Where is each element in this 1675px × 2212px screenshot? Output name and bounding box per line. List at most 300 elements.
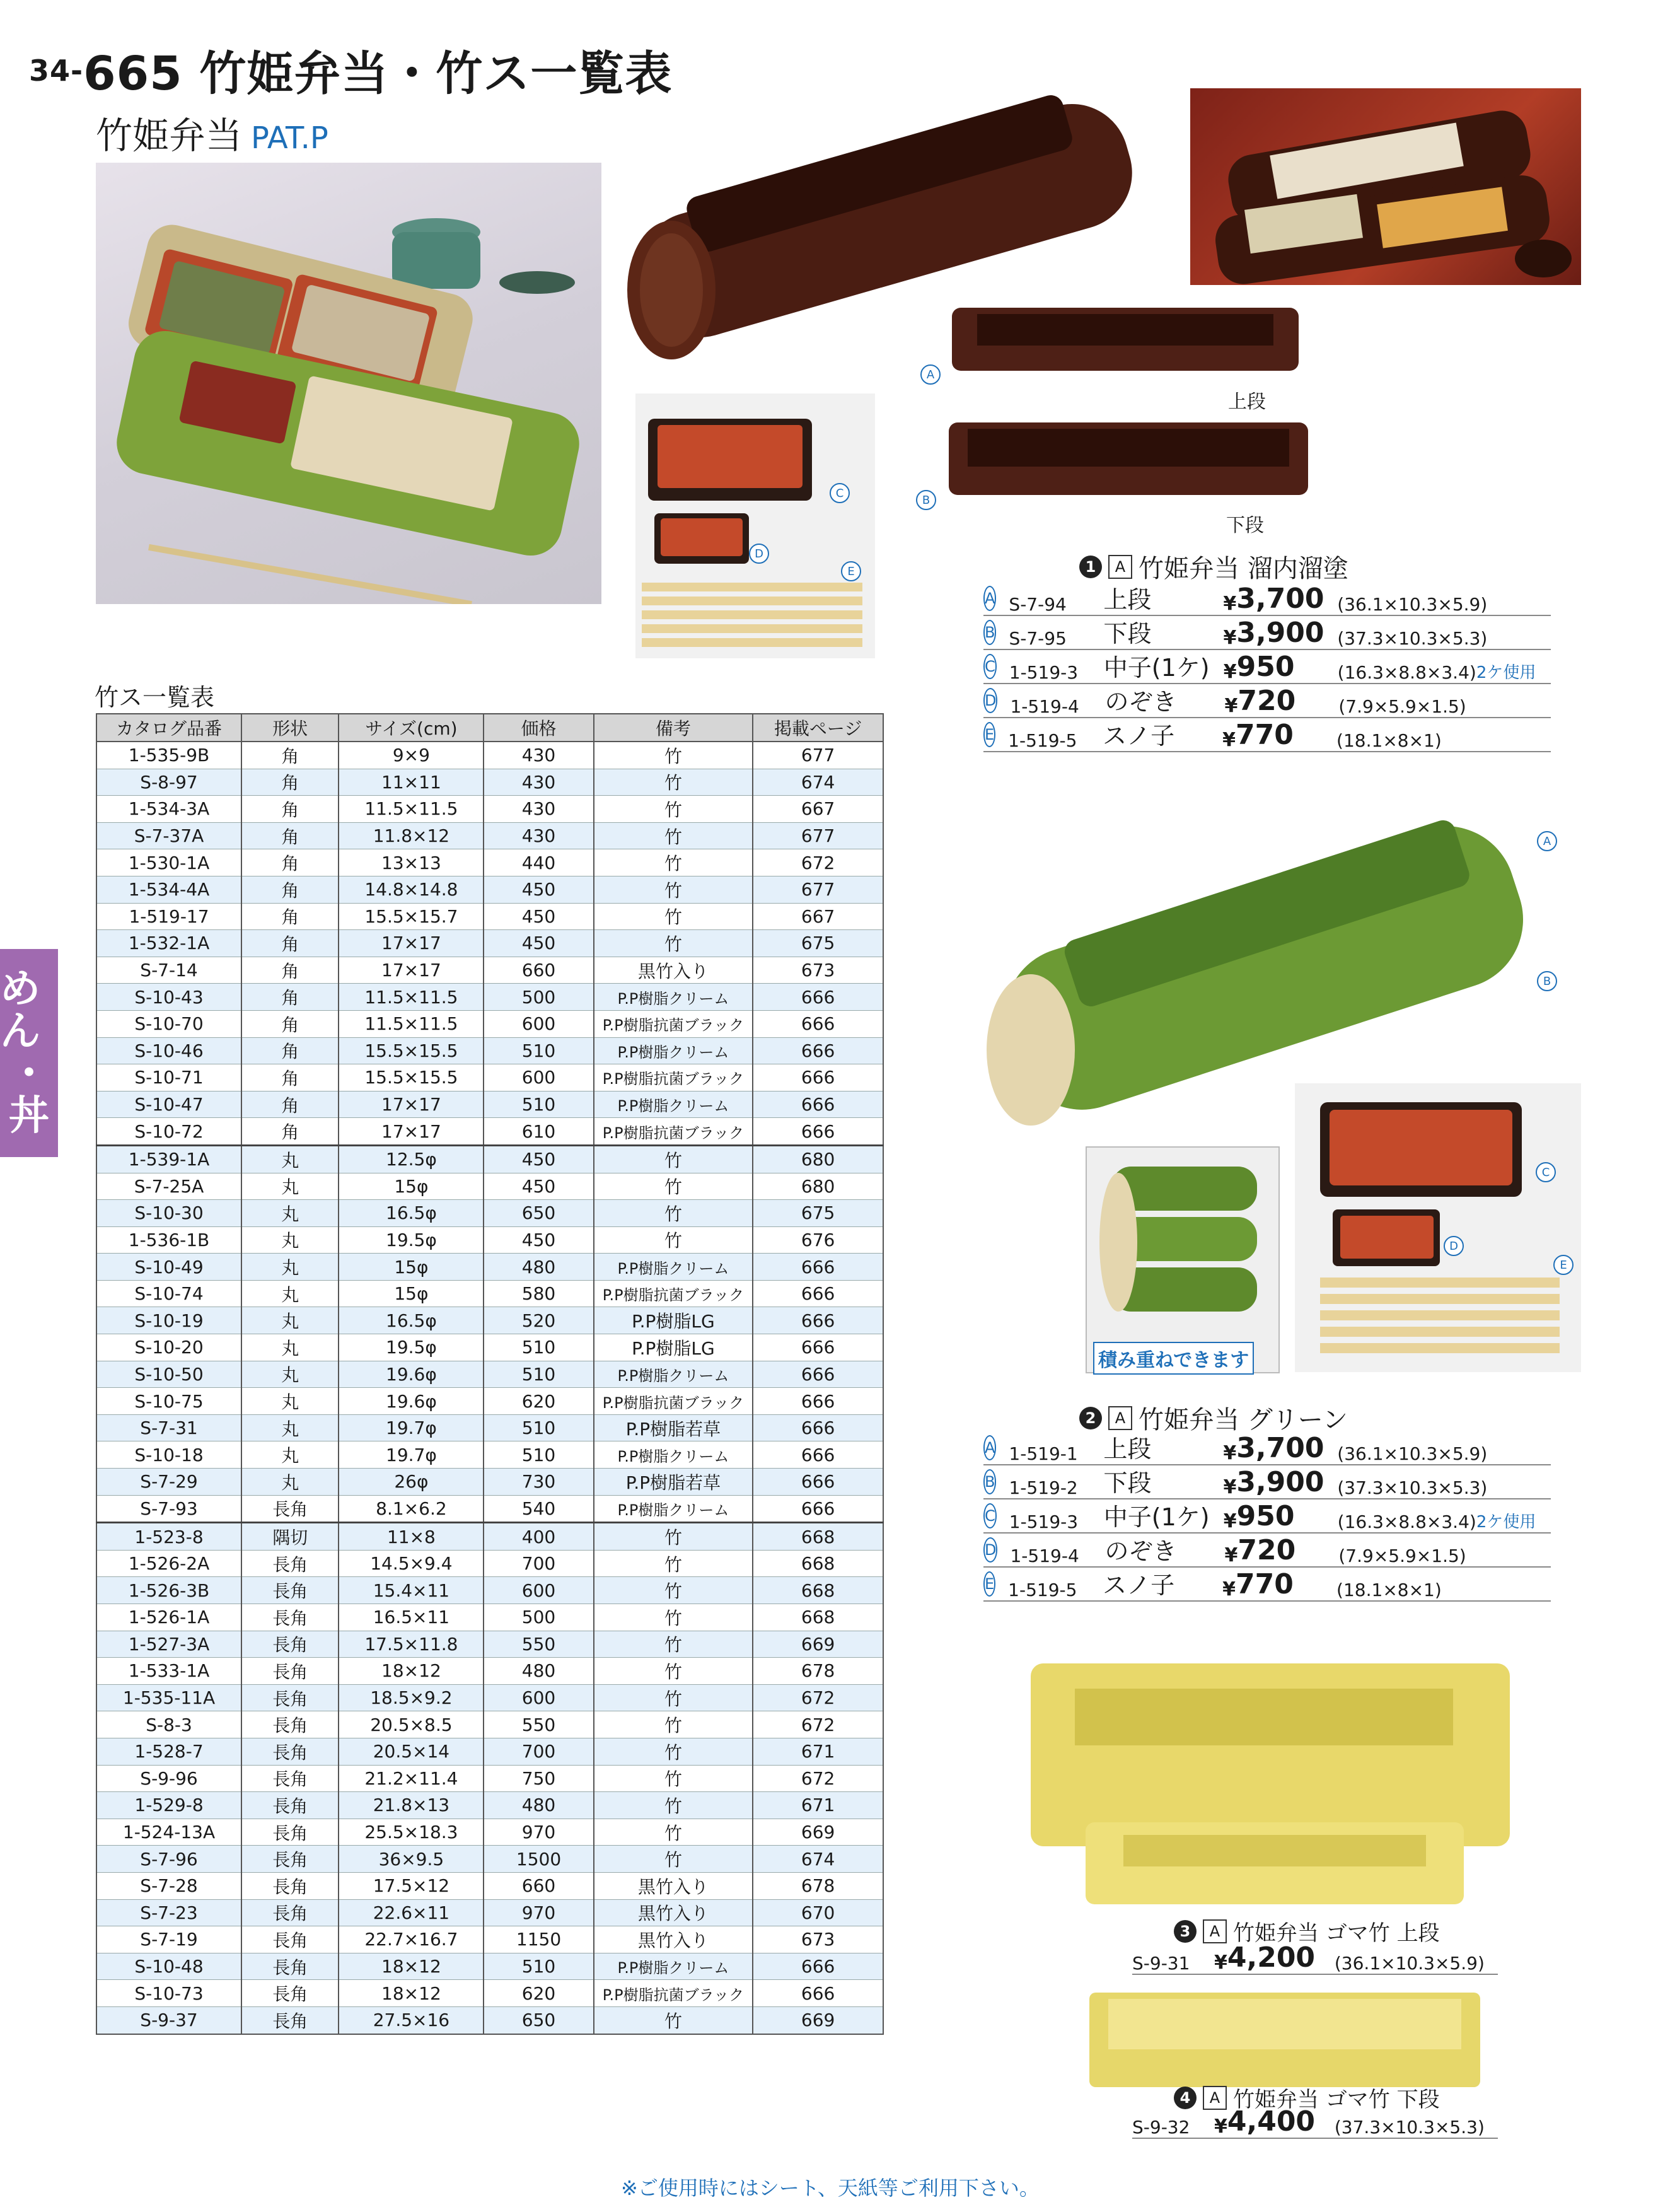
brown-serving-photo	[1190, 88, 1581, 285]
table-row	[96, 1469, 883, 1496]
table-cell: 666	[753, 1037, 883, 1064]
table-cell: S-10-75	[96, 1388, 241, 1415]
table-cell: 20.5×8.5	[339, 1711, 484, 1738]
table-cell: 丸	[241, 1200, 339, 1227]
table-cell: S-10-30	[96, 1200, 241, 1227]
table-cell: 678	[753, 1658, 883, 1685]
table-cell: 677	[753, 876, 883, 903]
table-row	[96, 849, 883, 876]
table-cell: 670	[753, 1899, 883, 1926]
table-header-row	[96, 714, 883, 742]
product1-title	[1079, 549, 1348, 585]
table-cell: 竹	[594, 1658, 753, 1685]
table-cell: 竹	[594, 1738, 753, 1765]
table-cell: 680	[753, 1145, 883, 1173]
table-cell: P.P樹脂若草	[594, 1469, 753, 1496]
table-cell: 750	[484, 1765, 593, 1792]
table-cell: 1-526-3B	[96, 1577, 241, 1604]
lower-tier-shape	[949, 416, 1308, 498]
table-cell: 竹	[594, 1173, 753, 1200]
table-row	[96, 1658, 883, 1685]
table-cell: 長角	[241, 1711, 339, 1738]
item-code: 1-519-2	[1009, 1477, 1078, 1498]
table-cell: 540	[484, 1495, 593, 1523]
product4-price-row	[1132, 2106, 1498, 2139]
table-cell: 竹	[594, 1550, 753, 1577]
table-cell: 668	[753, 1550, 883, 1577]
side-tab-line1: めん	[0, 965, 40, 1055]
table-cell: 丸	[241, 1469, 339, 1496]
table-cell: 1-527-3A	[96, 1631, 241, 1658]
green-mark-c: C	[1536, 1162, 1556, 1182]
item-price: 3,900	[1236, 1466, 1324, 1498]
stacked-bento-illustration	[1087, 1148, 1278, 1337]
item-price: 770	[1236, 719, 1294, 751]
table-cell: 角	[241, 1091, 339, 1118]
table-row	[96, 1550, 883, 1577]
table-cell: 長角	[241, 1792, 339, 1819]
table-cell: 675	[753, 930, 883, 957]
brown-mark-e: E	[841, 561, 861, 581]
table-cell: 667	[753, 796, 883, 823]
mark-circle: A	[983, 1435, 996, 1460]
table-cell: 1500	[484, 1846, 593, 1873]
table-cell: 18×12	[339, 1953, 484, 1980]
table-cell: 竹	[594, 903, 753, 930]
table-cell: 430	[484, 822, 593, 849]
table-cell: 丸	[241, 1280, 339, 1307]
table-cell: 11.5×11.5	[339, 796, 484, 823]
mark-circle: D	[983, 688, 997, 713]
upper-tier-label: 上段	[1228, 391, 1266, 413]
table-cell: S-7-23	[96, 1899, 241, 1926]
mark-circle: A	[983, 586, 996, 611]
table-cell: 1-532-1A	[96, 930, 241, 957]
category-side-tab	[0, 949, 58, 1157]
product4-price: 4,400	[1227, 2105, 1316, 2138]
table-cell: 666	[753, 1441, 883, 1469]
table-cell: S-9-37	[96, 2006, 241, 2034]
table-row	[96, 1145, 883, 1173]
table-cell: S-10-70	[96, 1010, 241, 1037]
table-cell: S-10-19	[96, 1307, 241, 1334]
table-cell: 竹	[594, 1200, 753, 1227]
table-cell: 長角	[241, 1980, 339, 2007]
table-cell: 長角	[241, 1765, 339, 1792]
table-cell: 666	[753, 1254, 883, 1281]
table-row	[96, 984, 883, 1011]
table-cell: 隅切	[241, 1523, 339, 1551]
table-cell: 430	[484, 769, 593, 796]
item-price: 3,700	[1236, 583, 1324, 615]
table-cell: 竹	[594, 1631, 753, 1658]
brown-lower-tier	[949, 416, 1308, 498]
table-cell: 14.8×14.8	[339, 876, 484, 903]
serving-scene-illustration	[1190, 88, 1581, 285]
table-cell: 竹	[594, 1523, 753, 1551]
table-cell: 668	[753, 1523, 883, 1551]
item-name: スノ子	[1103, 722, 1175, 750]
table-cell: 丸	[241, 1226, 339, 1254]
table-cell: 17×17	[339, 1091, 484, 1118]
table-cell: P.P樹脂抗菌ブラック	[594, 1280, 753, 1307]
table-cell: 19.5φ	[339, 1226, 484, 1254]
table-cell: 666	[753, 1361, 883, 1388]
table-cell: 21.8×13	[339, 1792, 484, 1819]
table-cell: 15.5×15.5	[339, 1064, 484, 1091]
table-cell: 600	[484, 1064, 593, 1091]
table-cell: 550	[484, 1631, 593, 1658]
table-cell: P.P樹脂クリーム	[594, 1441, 753, 1469]
page-heading: 竹姫弁当・竹ス一覧表	[199, 47, 673, 101]
table-cell: 36×9.5	[339, 1846, 484, 1873]
item-name: 上段	[1103, 586, 1152, 614]
table-cell: S-7-19	[96, 1926, 241, 1953]
table-cell: 1-539-1A	[96, 1145, 241, 1173]
table-cell: 480	[484, 1658, 593, 1685]
table-cell: 14.5×9.4	[339, 1550, 484, 1577]
table-cell: 672	[753, 849, 883, 876]
table-cell: 673	[753, 957, 883, 984]
price-row	[983, 617, 1551, 650]
table-cell: P.P樹脂クリーム	[594, 1495, 753, 1523]
table-cell: 510	[484, 1091, 593, 1118]
table-cell: 1-534-4A	[96, 876, 241, 903]
table-cell: 黒竹入り	[594, 957, 753, 984]
table-cell: 675	[753, 1200, 883, 1227]
table-cell: 666	[753, 1980, 883, 2007]
table-row	[96, 1361, 883, 1388]
table-column-header: 価格	[484, 714, 593, 742]
mark-circle: E	[983, 1571, 995, 1597]
table-row	[96, 1226, 883, 1254]
table-cell: P.P樹脂クリーム	[594, 1091, 753, 1118]
table-cell: 19.6φ	[339, 1361, 484, 1388]
table-cell: 1-535-11A	[96, 1684, 241, 1711]
item-dimensions: (16.3×8.8×3.4)	[1337, 662, 1476, 683]
table-cell: 角	[241, 1010, 339, 1037]
table-cell: 黒竹入り	[594, 1926, 753, 1953]
yen-sign: ¥	[1222, 729, 1236, 751]
table-cell: 竹	[594, 742, 753, 769]
table-cell: 650	[484, 2006, 593, 2034]
table-cell: P.P樹脂クリーム	[594, 1037, 753, 1064]
table-cell: 1-534-3A	[96, 796, 241, 823]
table-cell: 480	[484, 1254, 593, 1281]
yen-sign: ¥	[1223, 661, 1237, 683]
table-column-header: 備考	[594, 714, 753, 742]
table-row	[96, 1980, 883, 2007]
table-cell: 671	[753, 1792, 883, 1819]
table-cell: 450	[484, 1173, 593, 1200]
product1-name: 竹姫弁当 溜内溜塗	[1139, 554, 1348, 583]
table-cell: 8.1×6.2	[339, 1495, 484, 1523]
table-cell: 666	[753, 1064, 883, 1091]
table-row	[96, 1953, 883, 1980]
table-cell: 1-529-8	[96, 1792, 241, 1819]
table-cell: 440	[484, 849, 593, 876]
table-row	[96, 876, 883, 903]
table-cell: S-10-49	[96, 1254, 241, 1281]
brown-mark-a: A	[920, 364, 941, 385]
table-row	[96, 1280, 883, 1307]
table-cell: 角	[241, 1118, 339, 1146]
table-cell: 666	[753, 1334, 883, 1361]
table-cell: 竹	[594, 849, 753, 876]
table-cell: 角	[241, 742, 339, 769]
table-cell: 677	[753, 742, 883, 769]
table-cell: 角	[241, 1037, 339, 1064]
table-cell: S-10-73	[96, 1980, 241, 2007]
table-cell: 15.4×11	[339, 1577, 484, 1604]
item-name: 上段	[1103, 1435, 1152, 1463]
table-cell: 671	[753, 1738, 883, 1765]
product2-number: 2	[1079, 1407, 1102, 1429]
table-row	[96, 1441, 883, 1469]
price-row	[983, 1501, 1551, 1534]
table-row	[96, 1872, 883, 1899]
table-cell: 長角	[241, 1953, 339, 1980]
green-accessories	[1295, 1083, 1581, 1372]
table-cell: S-7-37A	[96, 822, 241, 849]
price-row	[983, 1535, 1551, 1568]
table-row	[96, 1254, 883, 1281]
table-cell: 1-530-1A	[96, 849, 241, 876]
table-cell: 676	[753, 1226, 883, 1254]
table-cell: S-10-43	[96, 984, 241, 1011]
table-cell: 450	[484, 876, 593, 903]
table-cell: 21.2×11.4	[339, 1765, 484, 1792]
table-cell: 竹	[594, 1765, 753, 1792]
table-cell: 角	[241, 796, 339, 823]
table-cell: 666	[753, 1118, 883, 1146]
item-code: 1-519-4	[1010, 696, 1079, 717]
table-cell: P.P樹脂LG	[594, 1307, 753, 1334]
table-cell: 677	[753, 822, 883, 849]
table-cell: 580	[484, 1280, 593, 1307]
item-name: スノ子	[1103, 1571, 1175, 1599]
green-mark-d: D	[1444, 1236, 1464, 1256]
table-cell: 550	[484, 1711, 593, 1738]
table-cell: 666	[753, 1469, 883, 1496]
table-row	[96, 1200, 883, 1227]
table-cell: 600	[484, 1684, 593, 1711]
table-cell: 1-535-9B	[96, 742, 241, 769]
goma-lower-photo	[1089, 1986, 1480, 2093]
table-row	[96, 1684, 883, 1711]
table-row	[96, 903, 883, 930]
item-dimensions: (16.3×8.8×3.4)	[1337, 1511, 1476, 1532]
yen-sign: ¥	[1224, 695, 1238, 717]
table-cell: 長角	[241, 1872, 339, 1899]
item-price: 3,700	[1236, 1432, 1324, 1464]
table-cell: 長角	[241, 1631, 339, 1658]
table-cell: 竹	[594, 1684, 753, 1711]
table-cell: 19.5φ	[339, 1334, 484, 1361]
table-cell: 510	[484, 1361, 593, 1388]
table-cell: S-7-28	[96, 1872, 241, 1899]
item-price: 3,900	[1236, 617, 1324, 649]
item-code: S-7-94	[1009, 594, 1067, 615]
table-cell: 竹	[594, 1226, 753, 1254]
table-cell: S-7-93	[96, 1495, 241, 1523]
table-row	[96, 1765, 883, 1792]
table-cell: 26φ	[339, 1469, 484, 1496]
table-cell: 15φ	[339, 1280, 484, 1307]
table-cell: 666	[753, 1388, 883, 1415]
table-cell: 角	[241, 849, 339, 876]
item-code: S-7-95	[1009, 628, 1067, 649]
table-cell: P.P樹脂クリーム	[594, 1361, 753, 1388]
table-row	[96, 1173, 883, 1200]
item-dimensions: (18.1×8×1)	[1336, 1580, 1442, 1600]
table-cell: P.P樹脂抗菌ブラック	[594, 1010, 753, 1037]
table-cell: 666	[753, 1414, 883, 1441]
page-prefix: 34-	[29, 54, 84, 88]
table-cell: 11×11	[339, 769, 484, 796]
table-row	[96, 1495, 883, 1523]
item-name: 下段	[1103, 1469, 1152, 1497]
table-row	[96, 1604, 883, 1631]
table-column-header: カタログ品番	[96, 714, 241, 742]
item-name: のぞき	[1104, 688, 1177, 716]
table-cell: 669	[753, 1819, 883, 1846]
product3-dims: (36.1×10.3×5.9)	[1334, 1953, 1485, 1974]
table-cell: 1150	[484, 1926, 593, 1953]
table-row	[96, 1334, 883, 1361]
table-cell: 510	[484, 1037, 593, 1064]
item-code: 1-519-4	[1010, 1545, 1079, 1566]
subheading-label: 竹姫弁当	[96, 114, 243, 157]
table-cell: 丸	[241, 1254, 339, 1281]
table-cell: 17×17	[339, 1118, 484, 1146]
table-row	[96, 1738, 883, 1765]
table-cell: 674	[753, 1846, 883, 1873]
bamboo-bento-illustration	[96, 163, 601, 604]
product4-yen: ¥	[1214, 2116, 1227, 2138]
table-cell: 669	[753, 2006, 883, 2034]
table-cell: 680	[753, 1173, 883, 1200]
yen-sign: ¥	[1223, 627, 1237, 649]
item-price: 720	[1237, 1534, 1296, 1566]
table-cell: S-10-48	[96, 1953, 241, 1980]
table-row	[96, 1926, 883, 1953]
product2-name: 竹姫弁当 グリーン	[1139, 1406, 1348, 1435]
table-cell: 430	[484, 742, 593, 769]
table-cell: 678	[753, 1872, 883, 1899]
table-row	[96, 1846, 883, 1873]
item-name: 下段	[1103, 620, 1152, 648]
item-code: 1-519-5	[1008, 730, 1077, 751]
product3-price-row	[1132, 1942, 1498, 1975]
table-cell: S-7-29	[96, 1469, 241, 1496]
table-cell: 角	[241, 903, 339, 930]
table-cell: 角	[241, 769, 339, 796]
green-mark-a: A	[1537, 831, 1557, 851]
table-cell: 1-519-17	[96, 903, 241, 930]
item-price: 950	[1236, 1500, 1295, 1532]
table-cell: 竹	[594, 1792, 753, 1819]
table-cell: 丸	[241, 1361, 339, 1388]
table-cell: 667	[753, 903, 883, 930]
table-cell: P.P樹脂抗菌ブラック	[594, 1064, 753, 1091]
mark-circle: C	[983, 1503, 997, 1528]
brown-upper-tier	[952, 295, 1299, 374]
table-cell: 18×12	[339, 1658, 484, 1685]
table-cell: S-8-97	[96, 769, 241, 796]
table-cell: 669	[753, 1631, 883, 1658]
table-cell: 500	[484, 984, 593, 1011]
table-cell: 15φ	[339, 1173, 484, 1200]
stacking-note: 積み重ねできます	[1093, 1342, 1254, 1375]
table-cell: 450	[484, 1145, 593, 1173]
table-cell: S-10-74	[96, 1280, 241, 1307]
brown-accessories	[635, 393, 875, 658]
table-cell: 長角	[241, 1577, 339, 1604]
item-dimensions: (18.1×8×1)	[1336, 730, 1442, 751]
mark-circle: B	[983, 620, 996, 645]
brown-mark-d: D	[749, 544, 769, 564]
item-price: 720	[1237, 685, 1296, 717]
green-mark-b: B	[1537, 971, 1557, 991]
table-cell: 25.5×18.3	[339, 1819, 484, 1846]
table-cell: 650	[484, 1200, 593, 1227]
table-cell: 1-524-13A	[96, 1819, 241, 1846]
table-cell: 1-526-1A	[96, 1604, 241, 1631]
yen-sign: ¥	[1223, 1510, 1237, 1532]
mark-circle: D	[983, 1537, 997, 1563]
table-cell: 600	[484, 1010, 593, 1037]
price-row	[983, 1433, 1551, 1465]
table-cell: 1-523-8	[96, 1523, 241, 1551]
item-code: 1-519-3	[1009, 1511, 1079, 1532]
table-cell: 1-528-7	[96, 1738, 241, 1765]
green-mark-e: E	[1553, 1255, 1574, 1275]
price-row	[983, 651, 1551, 684]
table-cell: 丸	[241, 1173, 339, 1200]
table-cell: 長角	[241, 1819, 339, 1846]
table-body	[96, 742, 883, 2034]
table-cell: S-7-14	[96, 957, 241, 984]
table-cell: 970	[484, 1899, 593, 1926]
table-cell: 400	[484, 1523, 593, 1551]
table-cell: 17×17	[339, 930, 484, 957]
table-cell: 668	[753, 1604, 883, 1631]
table-cell: 22.6×11	[339, 1899, 484, 1926]
table-cell: 竹	[594, 1577, 753, 1604]
item-dimensions: (7.9×5.9×1.5)	[1338, 696, 1466, 717]
table-column-header: 形状	[241, 714, 339, 742]
table-cell: 1-536-1B	[96, 1226, 241, 1254]
table-cell: 竹	[594, 876, 753, 903]
table-cell: S-10-18	[96, 1441, 241, 1469]
upper-tier-shape	[952, 295, 1299, 374]
table-cell: 520	[484, 1307, 593, 1334]
table-column-header: 掲載ページ	[753, 714, 883, 742]
table-cell: 15.5×15.5	[339, 1037, 484, 1064]
stacking-photo	[1086, 1146, 1280, 1373]
table-cell: 竹	[594, 2006, 753, 2034]
item-name: 中子(1ケ)	[1103, 1503, 1210, 1531]
table-cell: 竹	[594, 796, 753, 823]
table-cell: 600	[484, 1577, 593, 1604]
table-cell: 丸	[241, 1307, 339, 1334]
item-code: 1-519-3	[1009, 662, 1079, 683]
table-cell: 27.5×16	[339, 2006, 484, 2034]
table-cell: 1-526-2A	[96, 1550, 241, 1577]
table-cell: P.P樹脂抗菌ブラック	[594, 1980, 753, 2007]
table-cell: 17.5×11.8	[339, 1631, 484, 1658]
